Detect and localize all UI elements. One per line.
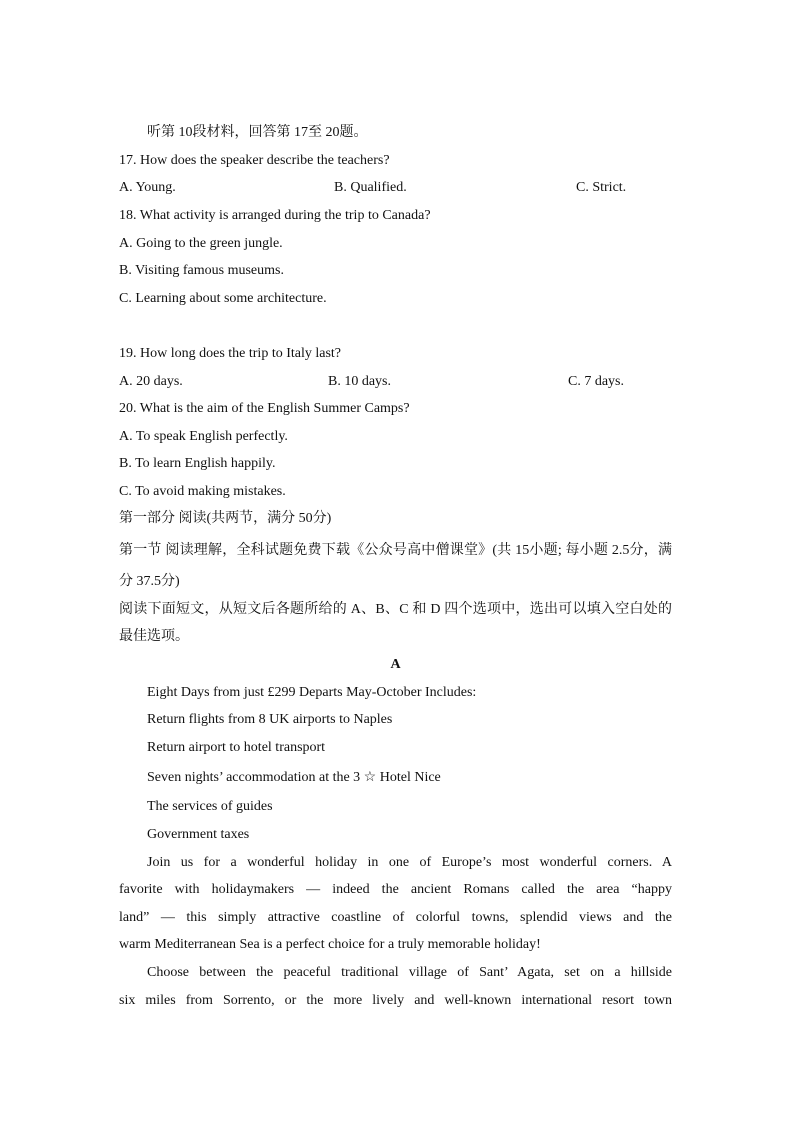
paragraph-2-line: six miles from Sorrento, or the more lively and well-known international resort town <box>119 993 672 1008</box>
section-10-intro: 听第 10段材料，回答第 17至 20题。 <box>147 125 368 140</box>
q20-option-b: B. To learn English happily. <box>119 456 276 471</box>
ad-item: Government taxes <box>147 827 250 842</box>
paragraph-1-line: warm Mediterranean Sea is a perfect choice for a truly memorable holiday! <box>119 937 541 952</box>
paragraph-2-line: Choose between the peaceful traditional village of Sant’ Agata, set on a hillside <box>147 965 672 980</box>
q18-option-c: C. Learning about some architecture. <box>119 291 327 306</box>
instructions-line-1: 阅读下面短文，从短文后各题所给的 A、B、C 和 D 四个选项中，选出可以填入空白处的 <box>119 602 672 617</box>
question-19: 19. How long does the trip to Italy last? <box>119 346 342 361</box>
passage-label: A <box>390 657 401 672</box>
q17-option-c: C. Strict. <box>576 180 627 195</box>
ad-item: Eight Days from just £299 Departs May-October Includes: <box>147 685 477 700</box>
ad-item: The services of guides <box>147 799 273 814</box>
q18-option-a: A. Going to the green jungle. <box>119 236 283 251</box>
question-20: 20. What is the aim of the English Summer Camps? <box>119 401 410 416</box>
ad-item: Return airport to hotel transport <box>147 740 326 755</box>
paragraph-1-line: Join us for a wonderful holiday in one of Europe’s most wonderful corners. A <box>147 855 672 870</box>
section-1-heading-line-1: 第一节 阅读理解，全科试题免费下载《公众号高中僧课堂》(共 15小题; 每小题 2.5分，满 <box>119 543 672 558</box>
instructions-line-2: 最佳选项。 <box>119 629 189 644</box>
ad-item: Seven nights’ accommodation at the 3 ☆ Hotel Nice <box>147 770 441 785</box>
question-18: 18. What activity is arranged during the trip to Canada? <box>119 208 431 223</box>
q19-option-c: C. 7 days. <box>568 374 624 389</box>
q20-option-c: C. To avoid making mistakes. <box>119 484 286 499</box>
part-2-title: 第一部分 阅读(共两节，满分 50分) <box>119 511 332 526</box>
q19-option-b: B. 10 days. <box>328 374 391 389</box>
paragraph-1-line: land” — this simply attractive coastline of colorful towns, splendid views and the <box>119 910 672 925</box>
section-1-heading-line-2: 分 37.5分) <box>119 574 180 589</box>
q20-option-a: A. To speak English perfectly. <box>119 429 288 444</box>
q17-option-a: A. Young. <box>119 180 176 195</box>
q19-option-a: A. 20 days. <box>119 374 183 389</box>
q17-option-b: B. Qualified. <box>334 180 407 195</box>
q18-option-b: B. Visiting famous museums. <box>119 263 284 278</box>
paragraph-1-line: favorite with holidaymakers — indeed the ancient Romans called the area “happy <box>119 882 672 897</box>
ad-item: Return flights from 8 UK airports to Naples <box>147 712 393 727</box>
question-17: 17. How does the speaker describe the teachers? <box>119 153 390 168</box>
